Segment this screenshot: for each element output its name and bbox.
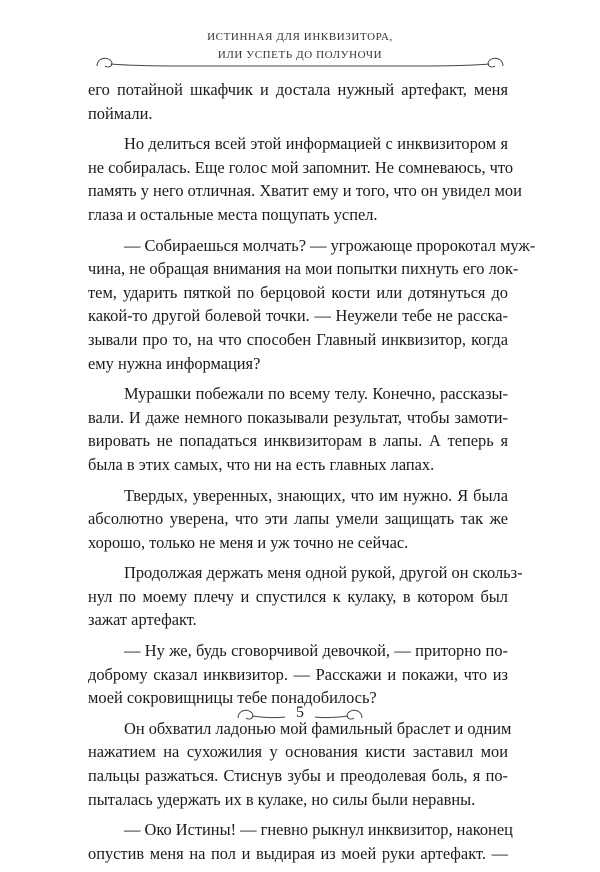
text-line: опустив меня на пол и выдирая из моей руки артефакт. —: [88, 843, 508, 863]
text-line: Мурашки побежали по всему телу. Конечно, рассказы-: [124, 384, 508, 404]
text-line: хорошо, только не меня и уж точно не сейчас.: [88, 532, 409, 552]
text-line: была в этих самых, что ни на есть главных лапах.: [88, 454, 435, 474]
paragraph: [88, 78, 508, 125]
text-line: не собиралась. Еще голос мой запомнит. Не сомневаюсь, что: [88, 157, 514, 177]
header-title-line-2: ИЛИ УСПЕТЬ ДО ПОЛУНОЧИ: [217, 49, 383, 61]
paragraph: [88, 484, 508, 555]
text-line: глаза и остальные места пощупать успел.: [88, 204, 378, 224]
text-line: пыталась удержать их в кулаке, но силы были неравны.: [88, 789, 476, 809]
header-title-line-1: ИСТИННАЯ ДЛЯ ИНКВИЗИТОРА,: [207, 31, 393, 43]
text-line: вали. И даже немного показывали результат, чтобы замоти-: [88, 407, 508, 427]
text-line: тем, ударить пяткой по берцовой кости или дотянуться до: [88, 282, 508, 302]
text-line: доброму сказал инквизитор. — Расскажи и покажи, что из: [88, 664, 508, 684]
header-flourish-ornament: [95, 52, 505, 76]
text-line: нажатием на сухожилия у основания кисти заставил мои: [88, 742, 508, 762]
text-line: моей сокровищницы тебе понадобилось?: [88, 688, 377, 708]
paragraph: [88, 818, 513, 865]
text-line: Он обхватил ладонью мой фамильный браслет и одним: [124, 718, 512, 738]
paragraph: [88, 234, 536, 376]
running-header: [0, 18, 600, 80]
text-line: его потайной шкафчик и достала нужный артефакт, меня: [88, 80, 508, 99]
paragraph: [88, 561, 523, 632]
text-line: чина, не обращая внимания на мои попытки пихнуть его лок-: [88, 259, 519, 279]
text-line: Твердых, уверенных, знающих, что им нужно. Я была: [124, 485, 508, 505]
text-line: — Ну же, будь сговорчивой девочкой, — приторно по-: [124, 641, 508, 661]
text-line: Но делиться всей этой информацией с инквизитором я: [124, 134, 508, 154]
text-line: какой-то другой болевой точки. — Неужели тебе не расска-: [88, 306, 508, 326]
text-line: память у него отличная. Хватит ему и того, что он увидел мои: [88, 181, 522, 201]
text-line: зывали про то, на что способен Главный инквизитор, когда: [88, 329, 508, 349]
text-line: ему нужна информация?: [88, 353, 261, 373]
paragraph: [88, 132, 522, 226]
page-number: 5: [296, 704, 304, 721]
text-line: нул по моему плечу и спустился к кулаку, в котором был: [88, 586, 508, 606]
text-line: абсолютно уверена, что эти лапы умели защищать так же: [88, 509, 508, 529]
text-line: — Собираешься молчать? — угрожающе пророкотал муж-: [124, 235, 536, 255]
paragraph: [88, 382, 508, 476]
text-line: пальцы разжаться. Стиснув зубы и преодолевая боль, я по-: [88, 766, 508, 786]
text-line: вировать не попадаться инквизиторам в лапы. А теперь я: [88, 431, 508, 451]
text-line: — Око Истины! — гневно рыкнул инквизитор, наконец: [124, 820, 513, 840]
text-line: зажат артефакт.: [88, 610, 197, 630]
text-line: поймали.: [88, 103, 153, 123]
page-footer: [0, 700, 600, 740]
text-line: Продолжая держать меня одной рукой, другой он скольз-: [124, 563, 523, 583]
page-body-text: [88, 78, 536, 872]
